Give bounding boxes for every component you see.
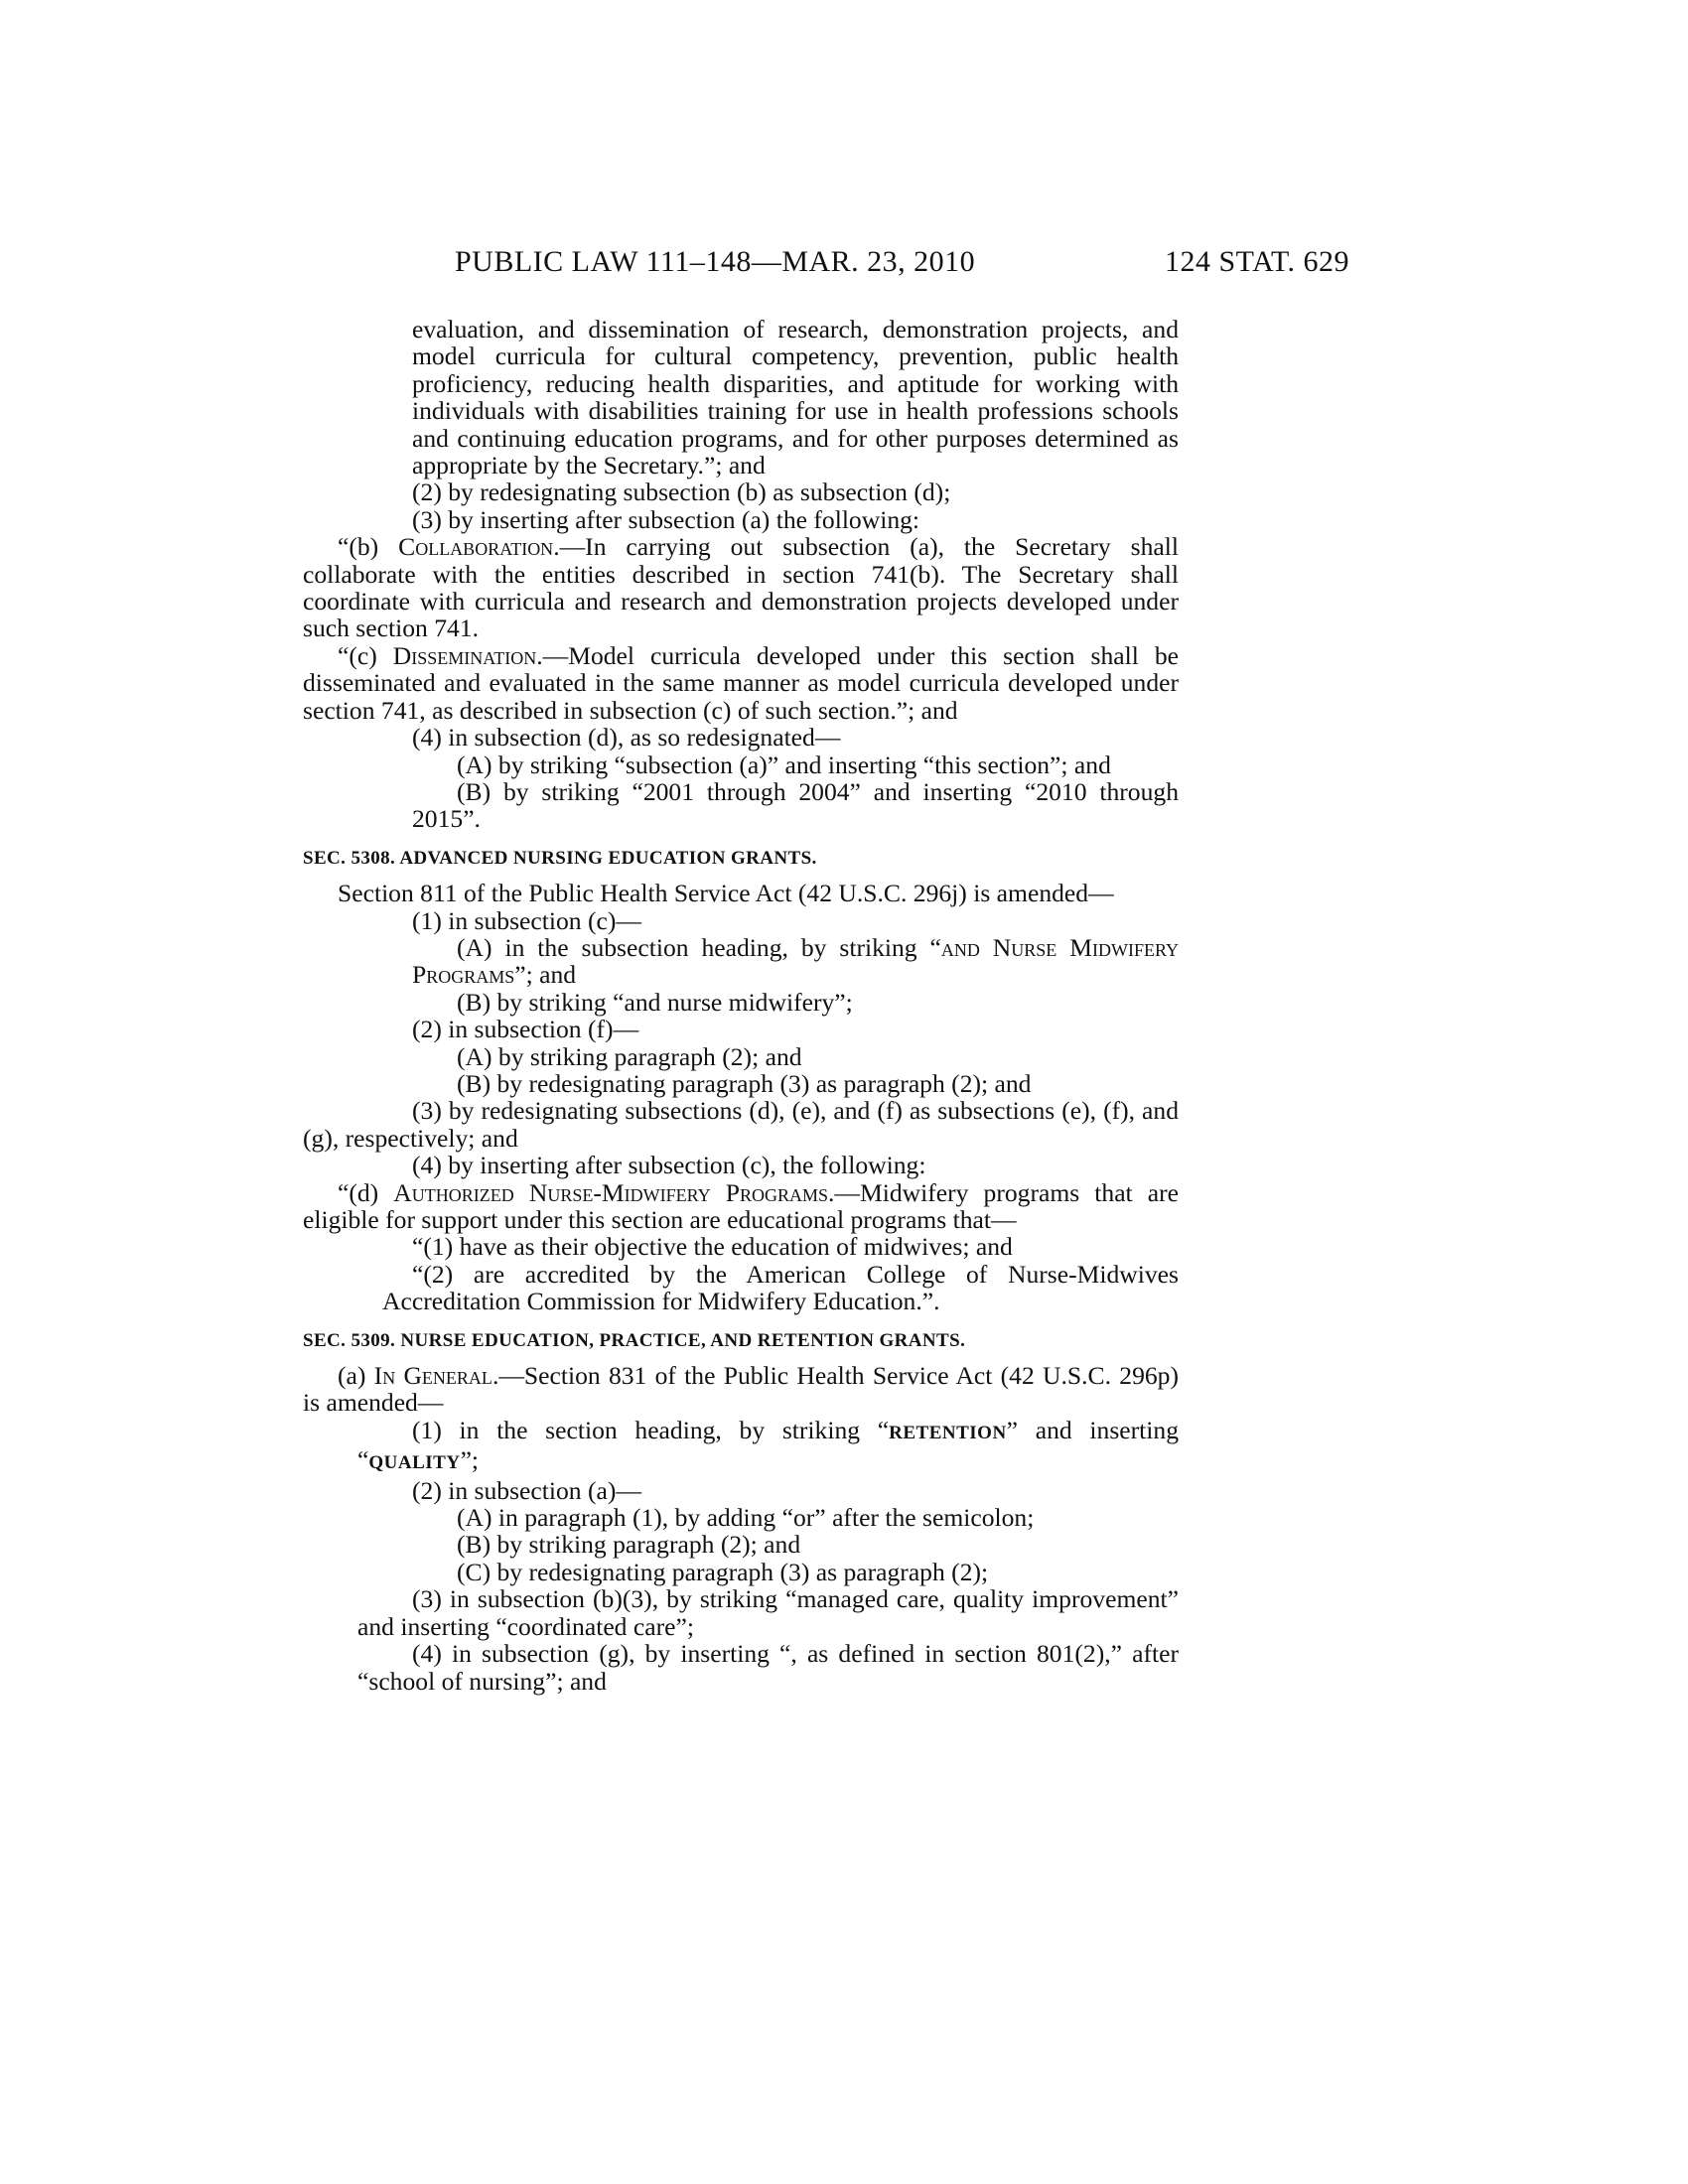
document-body: [303, 316, 1179, 1695]
paragraph-item-2: (2) by redesignating subsection (b) as subsection (d);: [412, 478, 951, 507]
paragraph-item-3: (3) by inserting after subsection (a) the following:: [412, 504, 920, 534]
paragraph-5308-item-2b: (B) by redesignating paragraph (3) as paragraph (2); and: [457, 1068, 1032, 1098]
statute-page-number: 124 STAT. 629: [1165, 245, 1350, 278]
paragraph-5309-item-2: (2) in subsection (a)—: [412, 1475, 641, 1505]
subsection-heading-authorized: Authorized Nurse-Midwifery Programs: [393, 1177, 828, 1207]
paragraph-objective: “(1) have as their objective the education of midwives; and: [412, 1232, 1013, 1262]
paragraph-5308-item-2: (2) in subsection (f)—: [412, 1015, 639, 1044]
paragraph-accredited: “(2) are accredited by the American College of Nurse-Midwives Accreditation Commission for Midwifery Education.”.: [382, 1259, 1179, 1316]
paragraph-collaboration: “(b) Collaboration.—In carrying out subsection (a), the Secretary shall collaborate with the entities described in section 741(b). The Secretary shall coordinate with curricula and research and demonstration projects developed under such section 741.: [303, 532, 1179, 643]
paragraph-5308-item-2a: (A) by striking paragraph (2); and: [457, 1041, 802, 1071]
paragraph-5308-item-1a: (A) in the subsection heading, by striking “and Nurse Midwifery Programs”; and: [412, 932, 1179, 990]
subsection-heading-in-general: In General: [373, 1361, 492, 1391]
section-heading-5309: SEC. 5309. NURSE EDUCATION, PRACTICE, AND RETENTION GRANTS.: [303, 1329, 966, 1351]
paragraph-5309-item-2a: (A) in paragraph (1), by adding “or” after the semicolon;: [457, 1503, 1035, 1533]
paragraph-5308-item-1: (1) in subsection (c)—: [412, 905, 641, 935]
paragraph-5308-item-3: (3) by redesignating subsections (d), (e), and (f) as subsections (e), (f), and (g), respectively; and: [303, 1096, 1179, 1153]
paragraph-in-general: (a) In General.—Section 831 of the Public Health Service Act (42 U.S.C. 296p) is amended—: [303, 1361, 1179, 1418]
paragraph-5309-item-3: (3) in subsection (b)(3), by striking “managed care, quality improvement” and inserting “coordinated care”;: [357, 1584, 1179, 1641]
paragraph-item-4b: (B) by striking “2001 through 2004” and inserting “2010 through 2015”.: [412, 776, 1179, 834]
subsection-heading-dissemination: Dissemination: [392, 640, 537, 670]
paragraph-authorized-programs: “(d) Authorized Nurse-Midwifery Programs.—Midwifery programs that are eligible for support under this section are educational programs that—: [303, 1177, 1179, 1234]
subsection-heading-collaboration: Collaboration: [398, 532, 554, 562]
paragraph-5309-item-2b: (B) by striking paragraph (2); and: [457, 1530, 801, 1560]
paragraph-dissemination: “(c) Dissemination.—Model curricula developed under this section shall be disseminated and evaluated in the same manner as model curricula developed under section 741, as described in subsection (c) of such section.”; and: [303, 640, 1179, 725]
paragraph-item-4a: (A) by striking “subsection (a)” and inserting “this section”; and: [457, 750, 1111, 779]
paragraph-evaluation: evaluation, and dissemination of research, demonstration projects, and model curricula for cultural competency, prevention, public health proficiency, reducing health disparities, and aptitude for working with individuals with disabilities training for use in health professions schools and continuing education programs, and for other purposes determined as appropriate by the Secretary.”; and: [412, 315, 1179, 480]
paragraph-5308-item-1b: (B) by striking “and nurse midwifery”;: [457, 987, 853, 1017]
paragraph-5309-item-4: (4) in subsection (g), by inserting “, as defined in section 801(2),” after “school of nursing”; and: [357, 1639, 1179, 1696]
paragraph-5308-item-4: (4) by inserting after subsection (c), the following:: [412, 1151, 926, 1180]
running-header: [0, 245, 1688, 285]
paragraph-item-4: (4) in subsection (d), as so redesignated—: [412, 723, 841, 752]
paragraph-section-811: Section 811 of the Public Health Service Act (42 U.S.C. 296j) is amended—: [338, 879, 1114, 908]
paragraph-5309-item-1: (1) in the section heading, by striking “RETENTION” and inserting “QUALITY”;: [357, 1415, 1179, 1475]
section-heading-5308: SEC. 5308. ADVANCED NURSING EDUCATION GRANTS.: [303, 847, 817, 869]
public-law-citation: PUBLIC LAW 111–148—MAR. 23, 2010: [455, 245, 976, 278]
paragraph-5309-item-2c: (C) by redesignating paragraph (3) as paragraph (2);: [457, 1557, 989, 1586]
